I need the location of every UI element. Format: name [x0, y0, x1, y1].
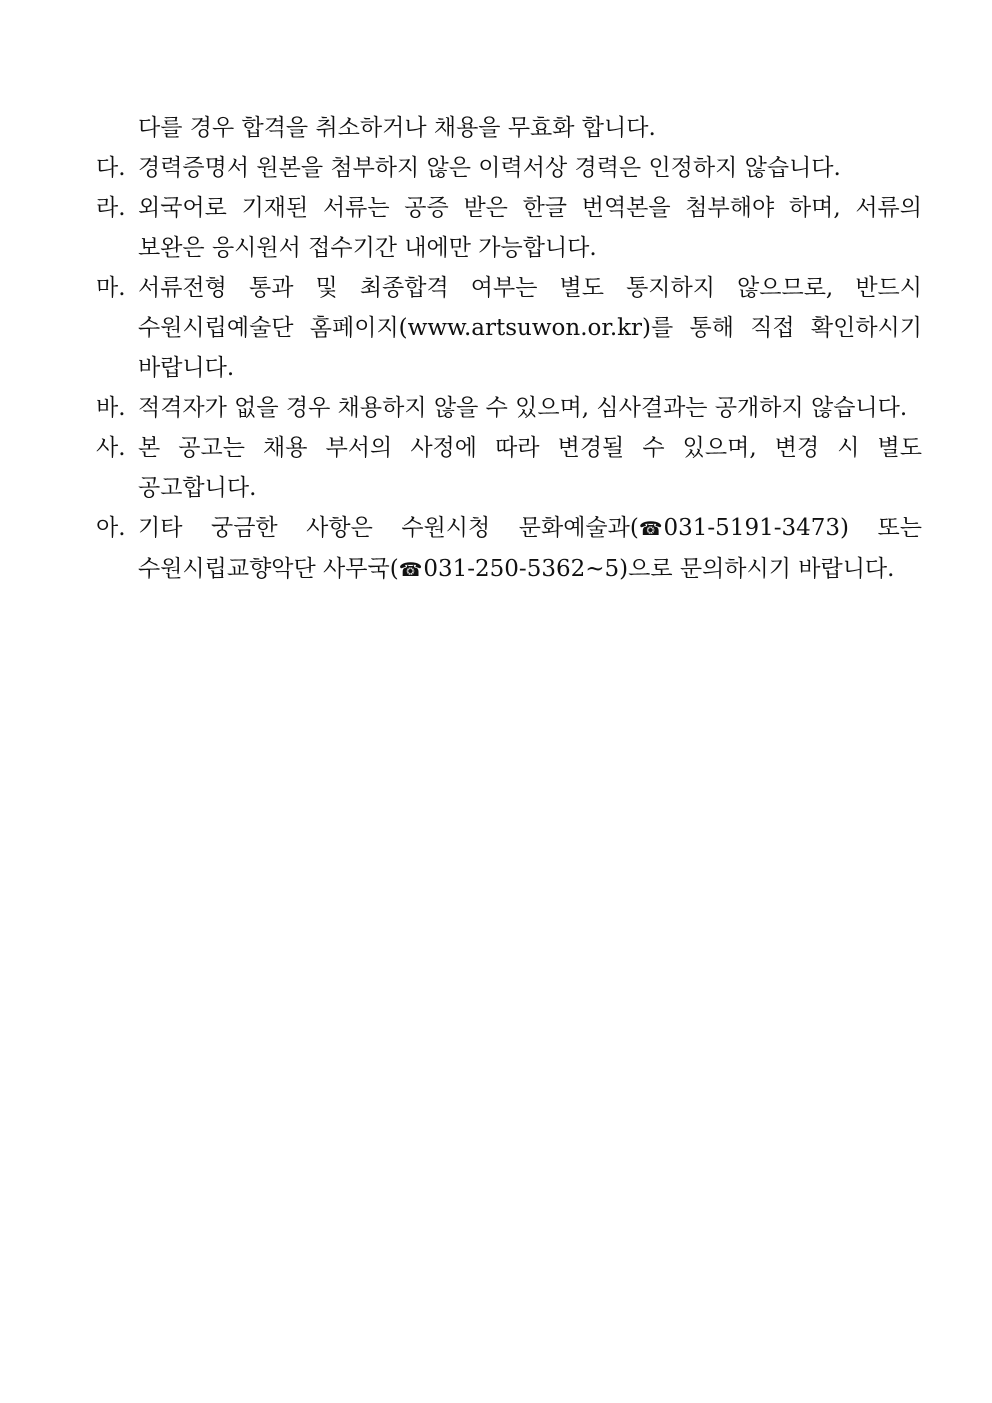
list-marker: 마. [96, 275, 126, 301]
list-item-a [96, 508, 922, 590]
list-marker: 다. [96, 155, 126, 181]
contact-text-part2: ) 또는 수원시립교향악단 사무국( [138, 515, 922, 582]
phone-number-culture-dept: 031-5191-3473 [663, 515, 841, 541]
phone-icon: ☎ [638, 518, 663, 540]
list-item-text [138, 508, 922, 590]
list-item-text: 서류전형 통과 및 최종합격 여부는 별도 통지하지 않으므로, 반드시 수원시립예술단 홈페이지(www.artsuwon.or.kr)를 통해 직접 확인하시기 바랍니다. [138, 275, 922, 381]
list-marker: 사. [96, 435, 126, 461]
list-item-text: 적격자가 없을 경우 채용하지 않을 수 있으며, 심사결과는 공개하지 않습니다. [138, 395, 908, 421]
phone-icon: ☎ [398, 559, 423, 581]
phone-number-orchestra-office: 031-250-5362~5 [423, 556, 620, 582]
continuation-line: 다를 경우 합격을 취소하거나 채용을 무효화 합니다. [138, 115, 656, 141]
notice-body [96, 108, 922, 590]
list-marker: 바. [96, 395, 126, 421]
list-item-text: 외국어로 기재된 서류는 공증 받은 한글 번역본을 첨부해야 하며, 서류의 보완은 응시원서 접수기간 내에만 가능합니다. [138, 195, 922, 261]
contact-text-part1: 기타 궁금한 사항은 수원시청 문화예술과( [138, 515, 639, 541]
list-marker: 라. [96, 195, 126, 221]
list-item-ba [96, 388, 922, 428]
list-item-da [96, 148, 922, 188]
list-item-sa [96, 428, 922, 508]
contact-text-part3: )으로 문의하시기 바랍니다. [619, 556, 895, 582]
list-item-text: 본 공고는 채용 부서의 사정에 따라 변경될 수 있으며, 변경 시 별도 공고합니다. [138, 435, 922, 501]
list-marker: 아. [96, 515, 126, 541]
list-item-ma [96, 268, 922, 388]
list-item-ra [96, 188, 922, 268]
list-item-text: 경력증명서 원본을 첨부하지 않은 이력서상 경력은 인정하지 않습니다. [138, 155, 841, 181]
